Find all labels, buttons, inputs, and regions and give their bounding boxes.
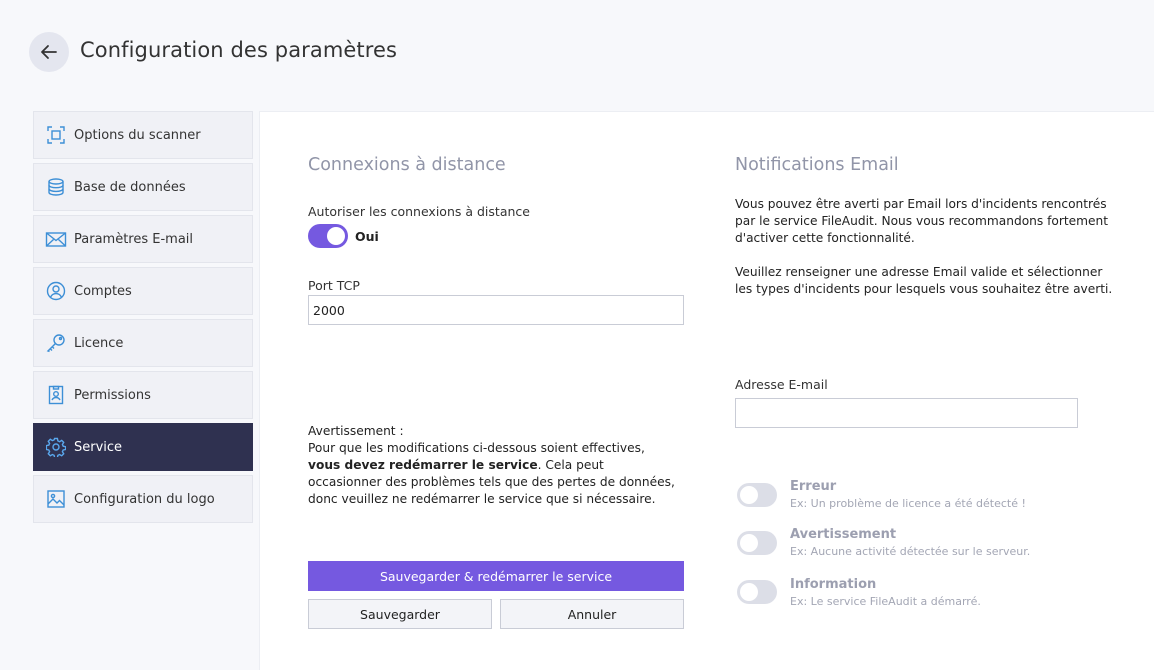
warning-text: [308, 440, 680, 508]
tcp-port-label: Port TCP: [308, 278, 360, 293]
save-and-restart-button[interactable]: Sauvegarder & redémarrer le service: [308, 561, 684, 591]
save-button[interactable]: Sauvegarder: [308, 599, 492, 629]
sidebar-item-accounts[interactable]: [33, 267, 253, 315]
warning-notification-toggle[interactable]: [737, 531, 777, 555]
warning-notification-example: Ex: Aucune activité détectée sur le serveur.: [790, 545, 1031, 558]
sidebar-item-label: Comptes: [74, 283, 132, 299]
email-instructions-text: Veuillez renseigner une adresse Email valide et sélectionner les types d'incidents pour lesquels vous souhaitez être averti.: [735, 265, 1113, 296]
gear-icon: [45, 436, 67, 458]
database-icon: [45, 176, 67, 198]
arrow-left-icon: [39, 42, 59, 62]
cancel-button[interactable]: Annuler: [500, 599, 684, 629]
email-intro-text: Vous pouvez être averti par Email lors d'incidents rencontrés par le service FileAudit. Nous vous recommandons fortement d'activer cette fonctionnalité.: [735, 197, 1109, 245]
back-button[interactable]: [29, 32, 69, 72]
tcp-port-input[interactable]: [308, 295, 684, 325]
toggle-knob: [740, 583, 758, 601]
warning-heading: Avertissement :: [308, 424, 404, 438]
sidebar-item-service[interactable]: [33, 423, 253, 471]
sidebar-item-label: Permissions: [74, 387, 151, 403]
warning-notification-title: Avertissement: [790, 527, 897, 542]
main-panel: [259, 111, 1154, 670]
sidebar-item-license[interactable]: [33, 319, 253, 367]
sidebar-item-permissions[interactable]: [33, 371, 253, 419]
allow-remote-label: Autoriser les connexions à distance: [308, 204, 530, 219]
sidebar-item-database[interactable]: [33, 163, 253, 211]
warning-text-bold: vous devez redémarrer le service: [308, 458, 538, 472]
sidebar-item-label: Licence: [74, 335, 124, 351]
error-notification-title: Erreur: [790, 479, 837, 494]
key-icon: [45, 332, 67, 354]
toggle-knob: [740, 486, 758, 504]
restart-warning: [308, 423, 680, 508]
toggle-knob: [740, 534, 758, 552]
sidebar-item-label: Service: [74, 439, 123, 455]
user-icon: [45, 280, 67, 302]
sidebar-item-logo-config[interactable]: [33, 475, 253, 523]
information-notification-example: Ex: Le service FileAudit a démarré.: [790, 595, 981, 608]
sidebar-item-label: Options du scanner: [74, 127, 201, 143]
toggle-knob: [327, 227, 345, 245]
email-address-input[interactable]: [735, 398, 1078, 428]
sidebar-item-label: Paramètres E-mail: [74, 231, 194, 247]
image-icon: [45, 488, 67, 510]
error-notification-example: Ex: Un problème de licence a été détecté !: [790, 497, 1026, 510]
error-notification-toggle[interactable]: [737, 483, 777, 507]
remote-section-title: Connexions à distance: [308, 155, 506, 175]
information-notification-title: Information: [790, 577, 877, 592]
sidebar-item-label: Configuration du logo: [74, 491, 215, 507]
sidebar-item-scanner-options[interactable]: [33, 111, 253, 159]
allow-remote-value: Oui: [355, 229, 379, 244]
email-section-title: Notifications Email: [735, 155, 899, 175]
sidebar-item-label: Base de données: [74, 179, 186, 195]
email-address-label: Adresse E-mail: [735, 377, 828, 392]
sidebar: [33, 111, 253, 527]
information-notification-toggle[interactable]: [737, 580, 777, 604]
warning-text-part2: . Cela peut occasionner des problèmes tels que des pertes de données, donc veuillez ne redémarrer le service que si nécessaire.: [308, 458, 675, 506]
warning-text-part1: Pour que les modifications ci-dessous soient effectives,: [308, 441, 645, 455]
scan-icon: [45, 124, 67, 146]
badge-icon: [45, 384, 67, 406]
page-title: Configuration des paramètres: [80, 38, 398, 62]
allow-remote-toggle[interactable]: [308, 224, 348, 248]
mail-icon: [45, 228, 67, 250]
sidebar-item-email-settings[interactable]: [33, 215, 253, 263]
header: [0, 0, 1154, 110]
